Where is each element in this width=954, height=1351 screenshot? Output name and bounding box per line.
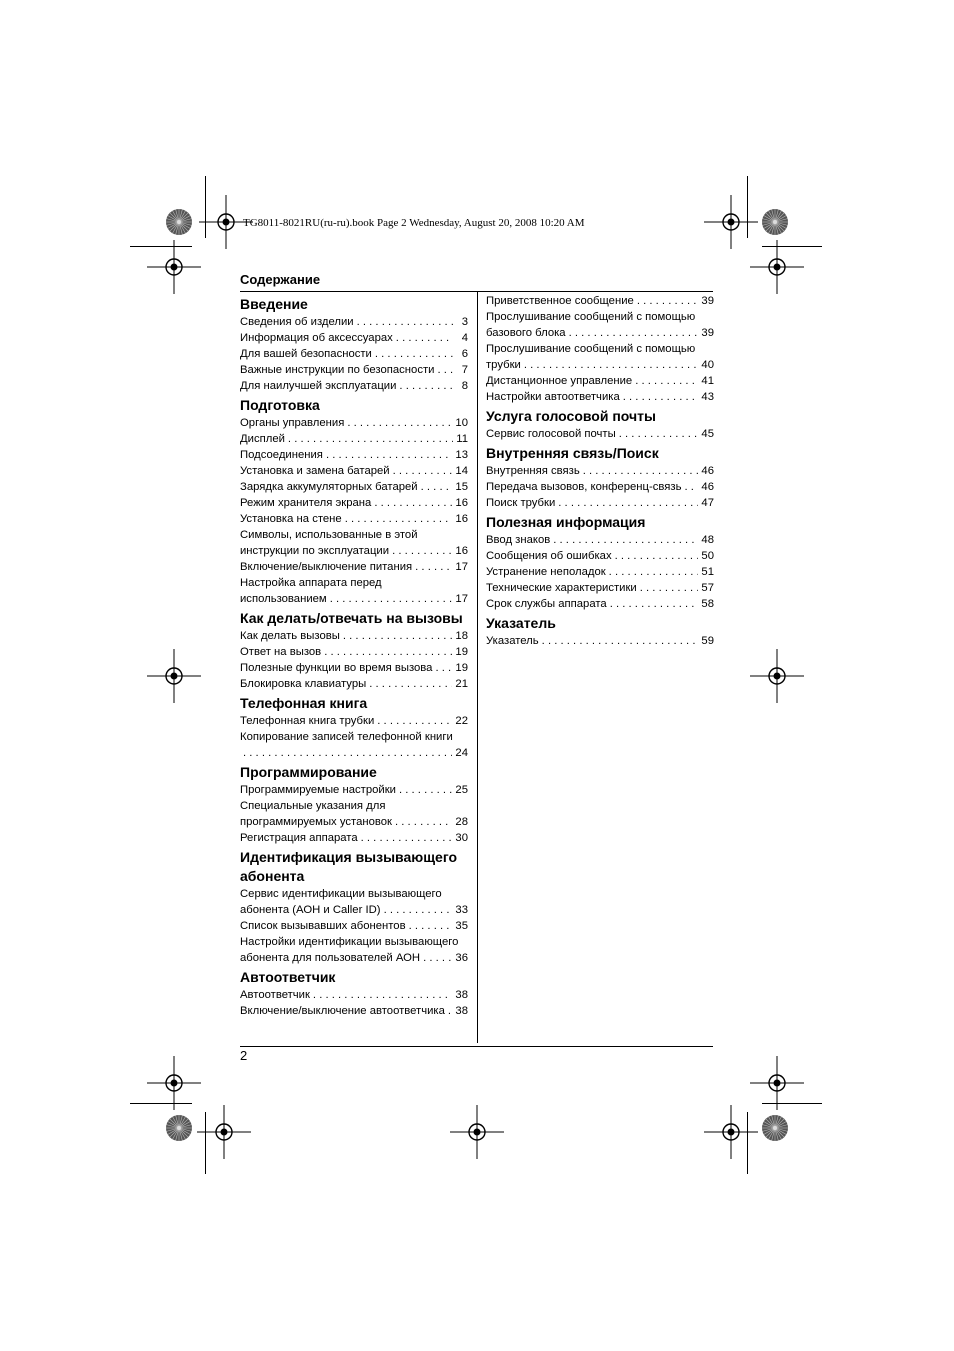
toc-entry[interactable] <box>486 580 714 596</box>
toc-entry-text: Для наилучшей эксплуатации <box>240 380 397 392</box>
toc-entry-text: Включение/выключение питания <box>240 561 413 573</box>
toc-entry[interactable] <box>240 378 468 394</box>
toc-entry-line <box>240 950 468 966</box>
toc-entry-text: Режим хранителя экрана <box>240 497 372 509</box>
toc-entry[interactable] <box>240 431 468 447</box>
toc-entry-line <box>486 389 714 405</box>
toc-left-column <box>240 293 468 1019</box>
toc-entry-text: Установка на стене <box>240 513 342 525</box>
toc-entry-line <box>240 782 468 798</box>
toc-page-number: 19 <box>455 646 468 658</box>
toc-page-number: 22 <box>455 715 468 727</box>
toc-page-number: 6 <box>461 348 468 360</box>
toc-entry-line <box>240 830 468 846</box>
toc-entry-text-line: Специальные указания для <box>240 800 386 812</box>
toc-page-number: 21 <box>455 678 468 690</box>
toc-page-number: 4 <box>461 332 468 344</box>
toc-entry-line <box>240 660 468 676</box>
toc-entry[interactable] <box>240 346 468 362</box>
toc-entry[interactable] <box>486 293 714 309</box>
toc-page-number: 17 <box>455 593 468 605</box>
toc-entry-line <box>240 479 468 495</box>
toc-entry-line <box>240 814 468 830</box>
registration-mark-icon <box>196 192 256 252</box>
toc-entry[interactable] <box>240 782 468 798</box>
toc-entry-line <box>486 633 714 649</box>
color-target-icon <box>165 208 193 236</box>
color-target-icon <box>165 1114 193 1142</box>
toc-entry-line <box>486 293 714 309</box>
section-title[interactable]: Подготовка <box>240 397 320 413</box>
toc-page-number: 16 <box>455 497 468 509</box>
toc-entry-text-line: Прослушивание сообщений с помощью <box>486 311 696 323</box>
page-title: Содержание <box>240 272 321 287</box>
toc-entry-text-line: Прослушивание сообщений с помощью <box>486 343 696 355</box>
toc-entry[interactable] <box>240 676 468 692</box>
toc-entry[interactable] <box>240 886 468 918</box>
toc-entry-text: Полезные функции во время вызова <box>240 662 433 674</box>
dot-leader <box>384 902 453 918</box>
toc-entry-text: Телефонная книга трубки <box>240 715 375 727</box>
toc-entry[interactable] <box>240 729 468 761</box>
toc-entry-line <box>240 415 468 431</box>
toc-entry[interactable] <box>240 447 468 463</box>
toc-page-number: 58 <box>701 598 714 610</box>
toc-entry[interactable] <box>486 532 714 548</box>
dot-leader <box>399 782 452 798</box>
toc-entry-text: базового блока <box>486 327 566 339</box>
toc-page-number: 18 <box>455 630 468 642</box>
toc-entry[interactable] <box>486 389 714 405</box>
toc-entry[interactable] <box>486 564 714 580</box>
dot-leader <box>610 596 699 612</box>
section-title[interactable]: Внутренняя связь/Поиск <box>486 445 659 461</box>
toc-entry-text-line: Копирование записей телефонной книги <box>240 731 453 743</box>
dot-leader <box>415 559 452 575</box>
section-title[interactable]: Введение <box>240 296 308 312</box>
page-number: 2 <box>240 1048 248 1063</box>
dot-leader <box>524 357 699 373</box>
toc-entry[interactable] <box>240 918 468 934</box>
toc-entry-line <box>240 346 468 362</box>
toc-page-number: 33 <box>455 904 468 916</box>
toc-entry[interactable] <box>486 548 714 564</box>
toc-entry-line <box>240 644 468 660</box>
toc-page-number: 17 <box>455 561 468 573</box>
toc-page-number: 41 <box>701 375 714 387</box>
dot-leader <box>393 463 453 479</box>
toc-entry-text: инструкции по эксплуатации <box>240 545 390 557</box>
toc-page-number: 3 <box>461 316 468 328</box>
dot-leader <box>326 447 452 463</box>
toc-entry-text: Как делать вызовы <box>240 630 340 642</box>
dot-leader <box>609 564 699 580</box>
dot-leader <box>437 362 453 378</box>
toc-entry-text: Программируемые настройки <box>240 784 396 796</box>
toc-entry[interactable] <box>240 362 468 378</box>
registration-mark-icon <box>747 646 807 706</box>
dot-leader <box>324 644 452 660</box>
toc-entry-text: Подсоединения <box>240 449 323 461</box>
dot-leader <box>375 346 453 362</box>
dot-leader <box>347 415 452 431</box>
dot-leader <box>684 479 698 495</box>
toc-page-number: 25 <box>455 784 468 796</box>
toc-entry-line <box>486 495 714 511</box>
color-target-icon <box>761 1114 789 1142</box>
toc-entry[interactable] <box>240 479 468 495</box>
toc-page-number: 43 <box>701 391 714 403</box>
toc-page-number: 16 <box>455 513 468 525</box>
toc-entry[interactable] <box>240 511 468 527</box>
section-title[interactable]: Как делать/отвечать на вызовы <box>240 610 463 626</box>
toc-entry-text: Передача вызовов, конференц-связь <box>486 481 682 493</box>
dot-leader <box>343 628 453 644</box>
toc-entry-text: Дисплей <box>240 433 285 445</box>
toc-entry-line <box>240 378 468 394</box>
dot-leader <box>374 495 452 511</box>
toc-entry-line <box>240 918 468 934</box>
dot-leader <box>399 378 453 394</box>
toc-entry-line <box>486 596 714 612</box>
column-divider <box>477 292 478 1043</box>
dot-leader <box>615 548 699 564</box>
toc-entry-line <box>486 373 714 389</box>
toc-entry-line <box>486 426 714 442</box>
toc-entry[interactable] <box>486 596 714 612</box>
toc-entry-text: Регистрация аппарата <box>240 832 358 844</box>
registration-mark-icon <box>701 1102 761 1162</box>
toc-page-number: 45 <box>701 428 714 440</box>
toc-entry-line <box>486 357 714 373</box>
toc-entry[interactable] <box>240 628 468 644</box>
dot-leader <box>583 463 699 479</box>
dot-leader <box>637 293 699 309</box>
section-title[interactable]: Услуга голосовой почты <box>486 408 656 424</box>
dot-leader <box>623 389 699 405</box>
toc-entry-text: Технические характеристики <box>486 582 637 594</box>
toc-entry-line <box>486 325 714 341</box>
color-target-icon <box>761 208 789 236</box>
toc-entry[interactable] <box>240 330 468 346</box>
toc-entry-line <box>486 548 714 564</box>
toc-page-number: 36 <box>455 952 468 964</box>
toc-entry-text: Указатель <box>486 635 539 647</box>
toc-page-number: 10 <box>455 417 468 429</box>
toc-page-number: 48 <box>701 534 714 546</box>
toc-entry[interactable] <box>240 934 468 966</box>
dot-leader <box>421 479 453 495</box>
toc-entry[interactable] <box>240 830 468 846</box>
dot-leader <box>288 431 453 447</box>
toc-page-number: 11 <box>456 433 468 445</box>
toc-entry-line <box>240 559 468 575</box>
dot-leader <box>542 633 699 649</box>
toc-page-number: 59 <box>701 635 714 647</box>
dot-leader <box>435 660 452 676</box>
dot-leader <box>423 950 452 966</box>
toc-entry-line <box>240 987 468 1003</box>
registration-mark-icon <box>447 1102 507 1162</box>
toc-entry-text: Поиск трубки <box>486 497 556 509</box>
toc-page-number: 50 <box>701 550 714 562</box>
registration-mark-icon <box>144 646 204 706</box>
section-title[interactable]: Программирование <box>240 764 377 780</box>
toc-entry-text: Список вызывавших абонентов <box>240 920 406 932</box>
toc-entry-text: использованием <box>240 593 327 605</box>
toc-entry-text: Сервис голосовой почты <box>486 428 616 440</box>
dot-leader <box>553 532 698 548</box>
toc-page-number: 38 <box>455 1005 468 1017</box>
toc-page-number: 40 <box>701 359 714 371</box>
toc-entry-line <box>240 314 468 330</box>
toc-page-number: 57 <box>701 582 714 594</box>
toc-entry-text: Внутренняя связь <box>486 465 580 477</box>
section-title[interactable]: Идентификация вызывающего абонента <box>240 849 458 884</box>
toc-entry[interactable] <box>486 633 714 649</box>
toc-page-number: 46 <box>701 465 714 477</box>
toc-entry-line <box>240 362 468 378</box>
toc-right-column <box>486 293 714 649</box>
toc-entry-line <box>240 330 468 346</box>
toc-entry-text: Зарядка аккумуляторных батарей <box>240 481 418 493</box>
bottom-rule <box>240 1046 713 1047</box>
toc-entry[interactable] <box>240 660 468 676</box>
toc-entry[interactable] <box>486 479 714 495</box>
toc-page-number: 13 <box>455 449 468 461</box>
toc-entry[interactable] <box>240 415 468 431</box>
toc-entry-line <box>240 463 468 479</box>
toc-entry-text-line: Символы, использованные в этой <box>240 529 418 541</box>
toc-page-number: 30 <box>455 832 468 844</box>
toc-entry-line <box>240 591 468 607</box>
toc-page-number: 35 <box>455 920 468 932</box>
toc-entry-line <box>240 543 468 559</box>
registration-mark-icon <box>747 237 807 297</box>
toc-entry[interactable] <box>240 575 468 607</box>
toc-entry[interactable] <box>486 463 714 479</box>
toc-entry-text: Дистанционное управление <box>486 375 633 387</box>
toc-entry[interactable] <box>240 644 468 660</box>
dot-leader <box>243 745 452 761</box>
toc-page-number: 8 <box>461 380 468 392</box>
toc-entry[interactable] <box>240 463 468 479</box>
toc-entry[interactable] <box>240 314 468 330</box>
toc-entry[interactable] <box>486 495 714 511</box>
print-header: TG8011-8021RU(ru-ru).book Page 2 Wednesday, August 20, 2008 10:20 AM <box>243 217 585 229</box>
toc-entry-text: абонента (АОН и Caller ID) <box>240 904 381 916</box>
toc-entry-text: Для вашей безопасности <box>240 348 372 360</box>
toc-entry-text: Устранение неполадок <box>486 566 606 578</box>
dot-leader <box>369 676 452 692</box>
toc-entry[interactable] <box>240 527 468 559</box>
toc-entry-line <box>240 431 468 447</box>
toc-entry[interactable] <box>240 713 468 729</box>
dot-leader <box>361 830 453 846</box>
dot-leader <box>635 373 698 389</box>
toc-entry[interactable] <box>240 559 468 575</box>
toc-entry[interactable] <box>240 495 468 511</box>
toc-entry-text: Важные инструкции по безопасности <box>240 364 435 376</box>
dot-leader <box>345 511 453 527</box>
toc-entry-line <box>240 511 468 527</box>
toc-entry-line <box>486 532 714 548</box>
toc-entry-line <box>486 479 714 495</box>
dot-leader <box>640 580 699 596</box>
toc-entry-line <box>240 713 468 729</box>
toc-page-number: 46 <box>701 481 714 493</box>
toc-entry-text: Сообщения об ошибках <box>486 550 612 562</box>
toc-entry[interactable] <box>486 426 714 442</box>
toc-page-number: 28 <box>455 816 468 828</box>
toc-entry-text-line: Настройка аппарата перед <box>240 577 382 589</box>
dot-leader <box>448 1003 453 1019</box>
toc-entry-line <box>240 447 468 463</box>
toc-entry[interactable] <box>486 373 714 389</box>
toc-page-number: 47 <box>701 497 714 509</box>
toc-entry-line <box>240 745 468 761</box>
toc-entry[interactable] <box>240 987 468 1003</box>
section-title[interactable]: Указатель <box>486 615 556 631</box>
dot-leader <box>558 495 698 511</box>
toc-entry-text: Приветственное сообщение <box>486 295 634 307</box>
toc-entry-text: программируемых установок <box>240 816 392 828</box>
toc-entry-line <box>486 564 714 580</box>
toc-entry-text: Включение/выключение автоответчика <box>240 1005 445 1017</box>
toc-entry-line <box>240 628 468 644</box>
dot-leader <box>569 325 699 341</box>
toc-entry-text: абонента для пользователей АОН <box>240 952 421 964</box>
toc-entry-line <box>486 580 714 596</box>
toc-entry-line <box>240 495 468 511</box>
toc-page-number: 16 <box>455 545 468 557</box>
registration-mark-icon <box>144 237 204 297</box>
toc-page-number: 39 <box>701 327 714 339</box>
toc-entry-text: Сведения об изделии <box>240 316 354 328</box>
toc-entry-line <box>240 676 468 692</box>
toc-entry-text: Ответ на вызов <box>240 646 322 658</box>
toc-entry-text: Информация об аксессуарах <box>240 332 393 344</box>
section-title[interactable]: Телефонная книга <box>240 695 368 711</box>
toc-entry-line <box>486 463 714 479</box>
toc-page-number: 39 <box>701 295 714 307</box>
toc-entry-text: Установка и замена батарей <box>240 465 390 477</box>
toc-entry[interactable] <box>240 798 468 830</box>
toc-entry-text: Настройки автоответчика <box>486 391 620 403</box>
toc-entry-line <box>240 1003 468 1019</box>
registration-mark-icon <box>194 1102 254 1162</box>
toc-entry-text-line: Сервис идентификации вызывающего <box>240 888 442 900</box>
toc-page-number: 7 <box>461 364 468 376</box>
toc-page-number: 19 <box>455 662 468 674</box>
dot-leader <box>357 314 453 330</box>
toc-entry-text: Органы управления <box>240 417 345 429</box>
toc-entry[interactable] <box>486 309 714 341</box>
dot-leader <box>619 426 699 442</box>
dot-leader <box>313 987 453 1003</box>
toc-entry-text: Срок службы аппарата <box>486 598 607 610</box>
section-title[interactable]: Полезная информация <box>486 514 646 530</box>
section-title[interactable]: Автоответчик <box>240 969 336 985</box>
toc-entry-text: Ввод знаков <box>486 534 551 546</box>
toc-page-number: 14 <box>455 465 468 477</box>
toc-entry-text: трубки <box>486 359 521 371</box>
toc-entry-text-line: Настройки идентификации вызывающего <box>240 936 459 948</box>
toc-entry-text: Автоответчик <box>240 989 310 1001</box>
dot-leader <box>330 591 453 607</box>
toc-entry[interactable] <box>486 341 714 373</box>
dot-leader <box>377 713 452 729</box>
toc-page-number: 24 <box>455 747 468 759</box>
dot-leader <box>396 330 453 346</box>
toc-page-number: 51 <box>701 566 714 578</box>
toc-entry-line <box>240 902 468 918</box>
toc-page-number: 15 <box>455 481 468 493</box>
toc-page-number: 38 <box>455 989 468 1001</box>
dot-leader <box>392 543 452 559</box>
toc-entry-text: Блокировка клавиатуры <box>240 678 367 690</box>
toc-entry[interactable] <box>240 1003 468 1019</box>
dot-leader <box>409 918 453 934</box>
dot-leader <box>395 814 452 830</box>
